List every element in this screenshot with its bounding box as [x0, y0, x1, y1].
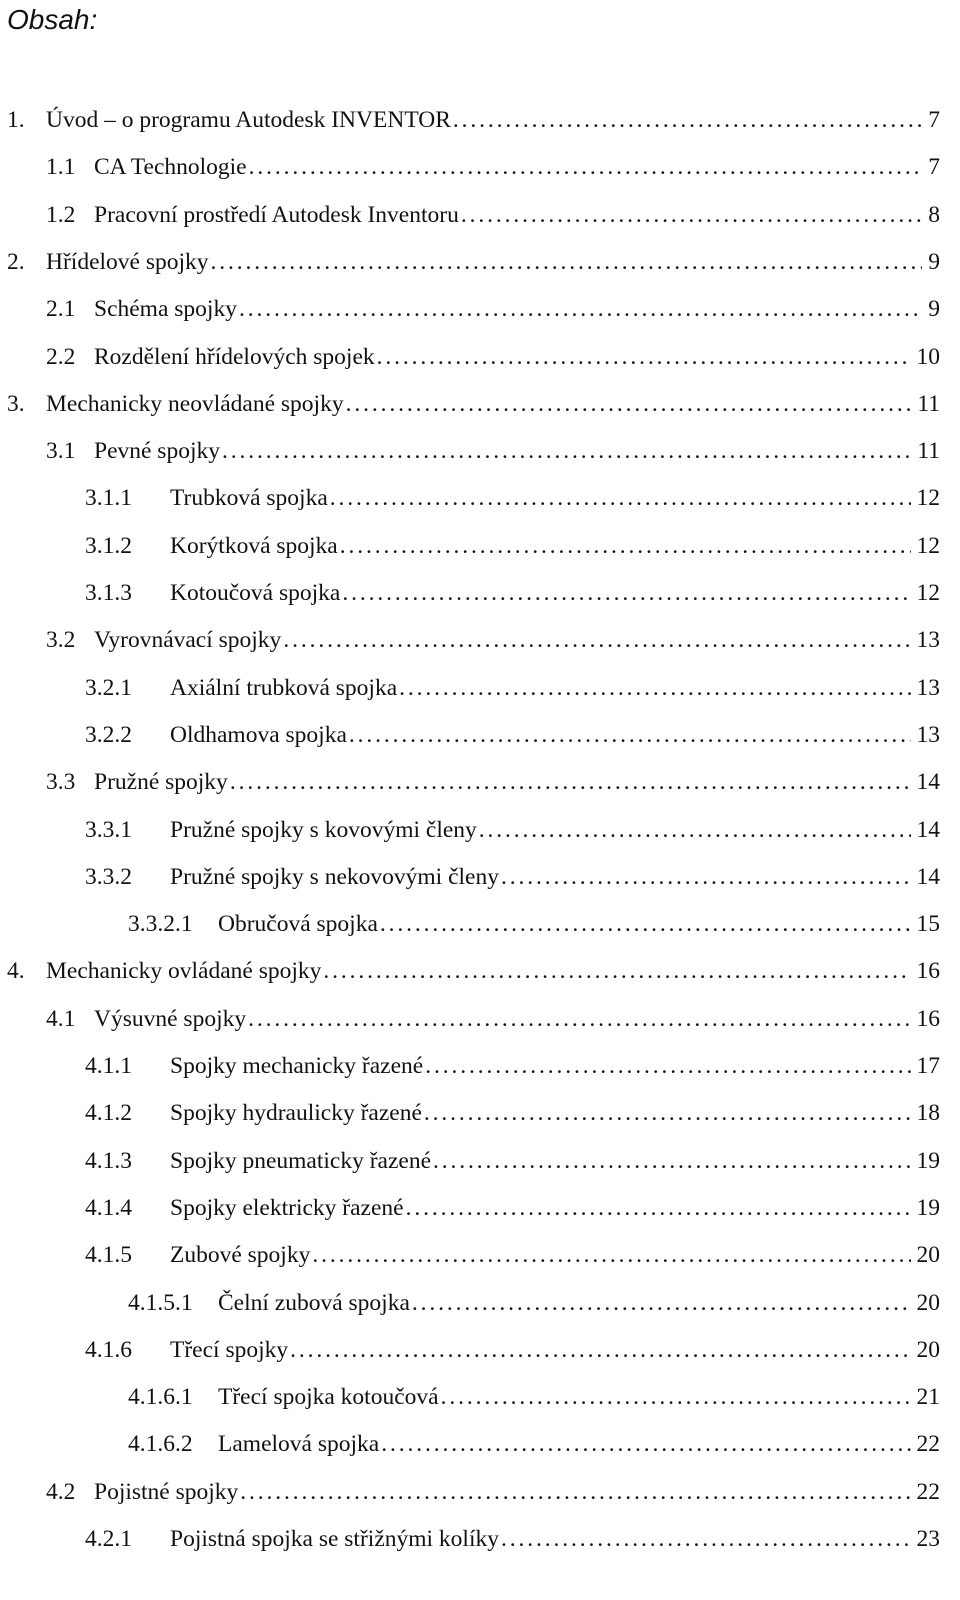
toc-entry-page: 12 [916, 580, 940, 606]
toc-dot-leader [230, 762, 911, 802]
toc-entry-page: 7 [928, 107, 940, 133]
toc-entry-number: 1.2 [46, 201, 76, 228]
toc-entry-title: Třecí spojka kotoučová [218, 1384, 439, 1411]
toc-dot-leader [346, 384, 912, 424]
toc-entry-page: 20 [916, 1336, 940, 1363]
toc-entry-page: 9 [928, 296, 940, 323]
toc-entry-page: 22 [916, 1431, 940, 1458]
toc-dot-leader [377, 337, 911, 377]
toc-entry-title: Pevné spojky [94, 438, 220, 465]
toc-entry-page: 18 [916, 1100, 940, 1127]
toc-dot-leader [501, 857, 911, 897]
toc-entry-title: Spojky pneumaticky řazené [170, 1147, 432, 1174]
toc-entry-number: 3.2 [46, 627, 76, 654]
toc-dot-leader [501, 1519, 911, 1559]
toc-entry-title: Pružné spojky [94, 769, 228, 796]
toc-entry-title: Obručová spojka [218, 911, 378, 938]
toc-dot-leader [441, 1377, 911, 1417]
toc-dot-leader [433, 1141, 910, 1181]
toc-entry[interactable] [0, 810, 940, 850]
toc-entry[interactable] [0, 1424, 940, 1464]
toc-entry-page: 13 [916, 627, 940, 654]
toc-entry[interactable] [0, 431, 940, 471]
toc-dot-leader [349, 715, 911, 755]
toc-dot-leader [283, 620, 910, 660]
toc-entry-page: 13 [916, 721, 940, 748]
toc-entry-title: Schéma spojky [94, 296, 237, 323]
toc-entry-number: 2.2 [46, 343, 76, 370]
toc-entry-page: 19 [916, 1194, 940, 1221]
toc-entry-number: 4.1.5.1 [128, 1289, 193, 1316]
toc-entry-number: 3.1 [46, 438, 76, 465]
toc-entry-title: Výsuvné spojky [94, 1005, 247, 1032]
toc-dot-leader [424, 1093, 911, 1133]
toc-dot-leader [453, 100, 922, 140]
toc-entry[interactable] [0, 1377, 940, 1417]
toc-entry-number: 4. [7, 958, 25, 985]
toc-entry[interactable] [0, 195, 940, 235]
toc-entry[interactable] [0, 668, 940, 708]
toc-entry[interactable] [0, 1235, 940, 1275]
toc-entry[interactable] [0, 620, 940, 660]
toc-entry-number: 3.3.2 [85, 863, 132, 890]
toc-entry[interactable] [0, 857, 940, 897]
toc-dot-leader [412, 1283, 911, 1323]
toc-dot-leader [406, 1188, 911, 1228]
toc-entry-page: 15 [916, 911, 940, 938]
toc-entry-page: 11 [917, 390, 940, 417]
toc-entry-title: Zubové spojky [170, 1242, 311, 1269]
toc-entry-title: Hřídelové spojky [46, 248, 209, 275]
toc-entry-page: 21 [916, 1384, 940, 1411]
toc-entry-title: Pracovní prostředí Autodesk Inventoru [94, 201, 459, 228]
toc-entry[interactable] [0, 1283, 940, 1323]
toc-entry-page: 23 [916, 1526, 940, 1552]
toc-entry-title: Korýtková spojka [170, 532, 338, 559]
toc-dot-leader [381, 1424, 910, 1464]
toc-dot-leader [211, 242, 923, 282]
toc-entry-title: Pojistná spojka se střižnými kolíky [170, 1526, 499, 1552]
toc-entry[interactable] [0, 478, 940, 518]
toc-dot-leader [342, 573, 910, 613]
toc-entry[interactable] [0, 1330, 940, 1370]
toc-entry-number: 4.1.6 [85, 1336, 132, 1363]
toc-entry-page: 19 [916, 1147, 940, 1174]
toc-entry-page: 22 [916, 1478, 940, 1505]
toc-entry-number: 4.1 [46, 1005, 76, 1032]
toc-entry-page: 16 [916, 958, 940, 985]
toc-entry-title: Spojky elektricky řazené [170, 1194, 404, 1221]
toc-entry-number: 3.3.2.1 [128, 911, 193, 938]
toc-entry-page: 12 [916, 485, 940, 512]
toc-dot-leader [323, 951, 910, 991]
toc-entry-title: Pružné spojky s kovovými členy [170, 816, 477, 843]
toc-entry-title: Třecí spojky [170, 1336, 289, 1363]
toc-entry-page: 7 [928, 154, 940, 181]
toc-dot-leader [239, 289, 922, 329]
page-title: Obsah: [7, 4, 98, 35]
toc-entry-page: 11 [917, 438, 940, 465]
toc-entry[interactable] [0, 289, 940, 329]
toc-dot-leader [222, 431, 911, 471]
toc-entry[interactable] [0, 999, 940, 1039]
toc-dot-leader [425, 1046, 910, 1086]
toc-dot-leader [461, 195, 922, 235]
toc-entry-title: Rozdělení hřídelových spojek [94, 343, 375, 370]
toc-entry-number: 3.1.1 [85, 485, 132, 512]
toc-entry-page: 14 [916, 816, 940, 843]
toc-dot-leader [240, 1472, 910, 1512]
toc-entry-number: 3.2.1 [85, 674, 132, 701]
toc-entry[interactable] [0, 526, 940, 566]
toc-entry-title: Vyrovnávací spojky [94, 627, 282, 654]
toc-dot-leader [249, 147, 923, 187]
toc-entry-number: 3.1.2 [85, 532, 132, 559]
toc-entry-number: 3. [7, 390, 25, 417]
toc-dot-leader [312, 1235, 910, 1275]
toc-entry[interactable] [0, 1472, 940, 1512]
toc-entry-title: Mechanicky ovládané spojky [46, 958, 322, 985]
toc-entry[interactable] [0, 337, 940, 377]
toc-entry-number: 4.1.5 [85, 1242, 132, 1269]
toc-entry-number: 3.3 [46, 769, 76, 796]
toc-dot-leader [248, 999, 910, 1039]
toc-entry-title: Mechanicky neovládané spojky [46, 390, 344, 417]
toc-entry-number: 4.1.1 [85, 1053, 132, 1079]
toc-entry-page: 17 [916, 1053, 940, 1079]
toc-dot-leader [340, 526, 911, 566]
toc-entry[interactable] [0, 715, 940, 755]
toc-dot-leader [380, 904, 911, 944]
toc-entry-page: 9 [928, 248, 940, 275]
toc-entry-number: 2. [7, 248, 25, 275]
toc-entry-title: CA Technologie [94, 154, 247, 181]
toc-entry-title: Spojky mechanicky řazené [170, 1053, 424, 1079]
toc-entry-title: Pojistné spojky [94, 1478, 239, 1505]
toc-entry-page: 12 [916, 532, 940, 559]
toc-entry[interactable] [0, 1519, 940, 1559]
toc-dot-leader [290, 1330, 910, 1370]
toc-entry-page: 14 [916, 863, 940, 890]
toc-entry-page: 20 [916, 1242, 940, 1269]
toc-entry[interactable] [0, 147, 940, 187]
toc-entry-number: 1. [7, 107, 25, 133]
toc-entry-page: 20 [916, 1289, 940, 1316]
toc-entry-number: 4.2 [46, 1478, 76, 1505]
toc-entry[interactable] [0, 384, 940, 424]
toc-entry-page: 10 [916, 343, 940, 370]
toc-entry[interactable] [0, 100, 940, 140]
toc-entry[interactable] [0, 904, 940, 944]
toc-entry-title: Spojky hydraulicky řazené [170, 1100, 422, 1127]
toc-entry-page: 8 [928, 201, 940, 228]
toc-entry[interactable] [0, 1188, 940, 1228]
toc-entry-title: Pružné spojky s nekovovými členy [170, 863, 499, 890]
toc-entry-number: 1.1 [46, 154, 76, 181]
toc-entry-page: 13 [916, 674, 940, 701]
toc-entry[interactable] [0, 242, 940, 282]
toc-entry[interactable] [0, 1093, 940, 1133]
toc-entry-title: Trubková spojka [170, 485, 328, 512]
toc-entry-number: 4.2.1 [85, 1526, 132, 1552]
toc-dot-leader [330, 478, 911, 518]
toc-entry-number: 2.1 [46, 296, 76, 323]
toc-entry[interactable] [0, 1046, 940, 1086]
toc-entry-number: 4.1.6.2 [128, 1431, 193, 1458]
toc-entry-title: Kotoučová spojka [170, 580, 341, 606]
toc-entry-number: 4.1.3 [85, 1147, 132, 1174]
toc-entry-page: 16 [916, 1005, 940, 1032]
toc-entry-page: 14 [916, 769, 940, 796]
toc-entry[interactable] [0, 1141, 940, 1181]
toc-entry-title: Lamelová spojka [218, 1431, 380, 1458]
toc-entry-number: 3.3.1 [85, 816, 132, 843]
toc-entry[interactable] [0, 573, 940, 613]
toc-entry-title: Oldhamova spojka [170, 721, 347, 748]
toc-entry-title: Čelní zubová spojka [218, 1289, 410, 1316]
toc-entry[interactable] [0, 762, 940, 802]
toc-entry-title: Axiální trubková spojka [170, 674, 398, 701]
toc-dot-leader [479, 810, 911, 850]
toc-dot-leader [399, 668, 910, 708]
toc-entry[interactable] [0, 951, 940, 991]
toc-entry-number: 4.1.4 [85, 1194, 132, 1221]
toc-entry-number: 4.1.6.1 [128, 1384, 193, 1411]
toc-entry-title: Úvod – o programu Autodesk INVENTOR [46, 107, 451, 133]
toc-entry-number: 3.1.3 [85, 580, 132, 606]
toc-entry-number: 3.2.2 [85, 721, 132, 748]
toc-entry-number: 4.1.2 [85, 1100, 132, 1127]
